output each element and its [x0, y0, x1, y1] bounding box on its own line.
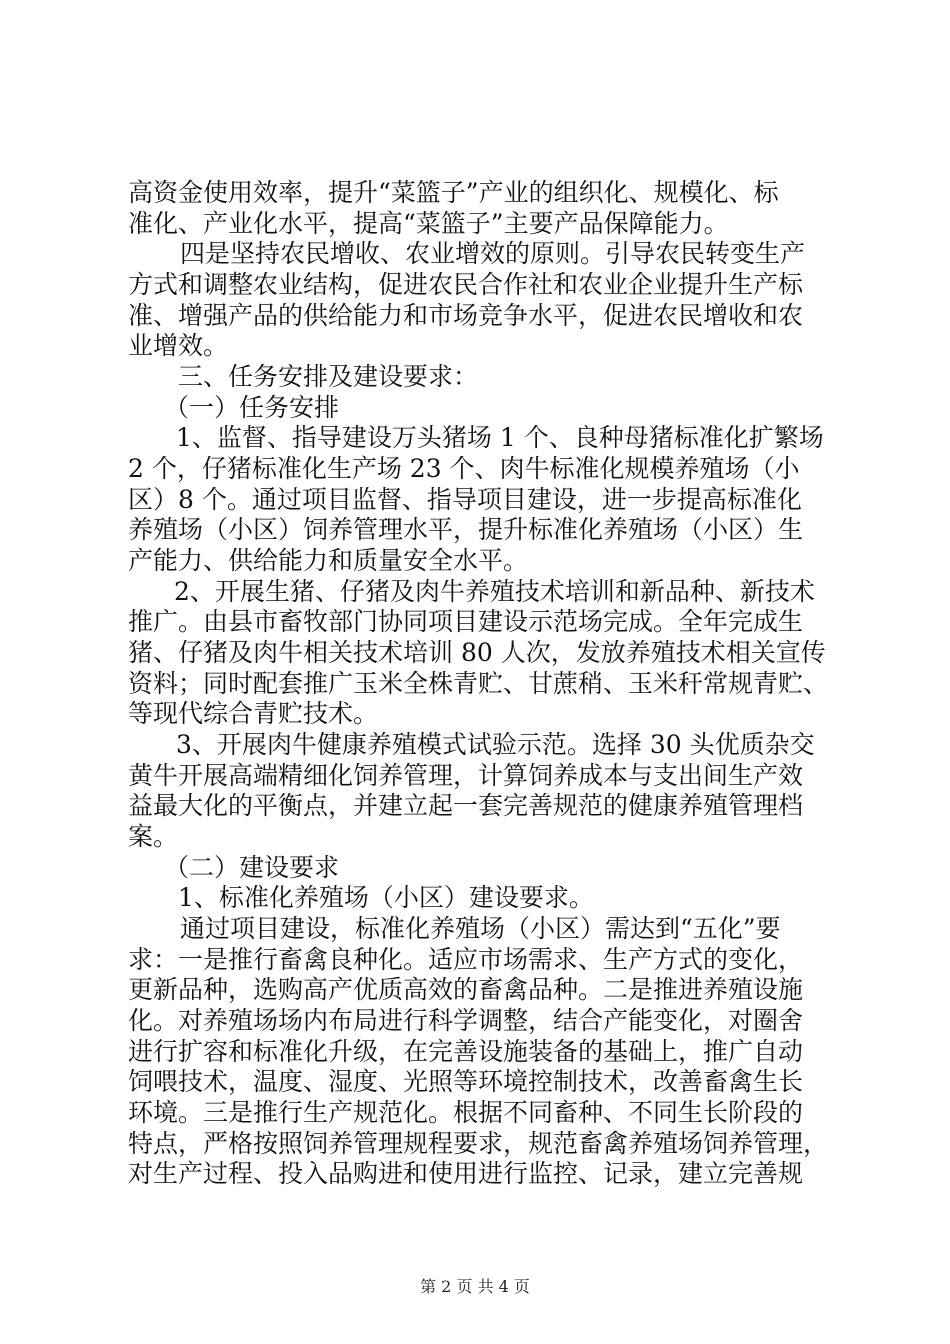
- body-line: 资料；同时配套推广玉米全株青贮、甘蔗稍、玉米秆常规青贮、: [128, 669, 829, 698]
- body-line: 进行扩容和标准化升级，在完善设施装备的基础上，推广自动: [128, 1037, 804, 1066]
- body-line: 特点，严格按照饲养管理规程要求，规范畜禽养殖场饲养管理，: [128, 1129, 829, 1158]
- body-line: 四是坚持农民增收、农业增效的原则。引导农民转变生产: [180, 239, 806, 268]
- section-heading: 三、任务安排及建设要求：: [178, 362, 479, 391]
- body-line: 化。对养殖场场内布局进行科学调整，结合产能变化，对圈舍: [128, 1006, 804, 1035]
- subsection-heading: （二）建设要求: [164, 853, 340, 882]
- body-line: 2、开展生猪、仔猪及肉牛养殖技术培训和新品种、新技术: [174, 577, 815, 606]
- body-line: 1、标准化养殖场（小区）建设要求。: [178, 883, 594, 912]
- body-line: 3、开展肉牛健康养殖模式试验示范。选择 30 头优质杂交: [176, 730, 815, 759]
- body-line: 求：一是推行畜禽良种化。适应市场需求、生产方式的变化，: [128, 945, 804, 974]
- body-line: 更新品种，选购高产优质高效的畜禽品种。二是推进养殖设施: [128, 975, 804, 1004]
- body-line: 产能力、供给能力和质量安全水平。: [128, 546, 529, 575]
- body-line: 案。: [128, 822, 179, 851]
- body-line: 2 个，仔猪标准化生产场 23 个、肉牛标准化规模养殖场（小: [128, 454, 800, 483]
- body-line: 环境。三是推行生产规范化。根据不同畜种、不同生长阶段的: [128, 1098, 804, 1127]
- body-line: 猪、仔猪及肉牛相关技术培训 80 人次，发放养殖技术相关宣传: [128, 638, 826, 667]
- body-line: 高资金使用效率，提升“菜篮子”产业的组织化、规模化、标: [128, 178, 779, 207]
- body-line: 准化、产业化水平，提高“菜篮子”主要产品保障能力。: [128, 209, 729, 238]
- body-line: 区）8 个。通过项目监督、指导项目建设，进一步提高标准化: [128, 485, 802, 514]
- body-line: 推广。由县市畜牧部门协同项目建设示范场完成。全年完成生: [128, 607, 804, 636]
- body-line: 方式和调整农业结构，促进农民合作社和农业企业提升生产标: [128, 270, 804, 299]
- body-line: 通过项目建设，标准化养殖场（小区）需达到“五化”要: [180, 914, 781, 943]
- subsection-heading: （一）任务安排: [164, 393, 340, 422]
- body-line: 对生产过程、投入品购进和使用进行监控、记录，建立完善规: [128, 1159, 804, 1188]
- body-line: 养殖场（小区）饲养管理水平，提升标准化养殖场（小区）生: [128, 515, 804, 544]
- body-line: 饲喂技术，温度、湿度、光照等环境控制技术，改善畜禽生长: [128, 1067, 804, 1096]
- body-line: 准、增强产品的供给能力和市场竞争水平，促进农民增收和农: [128, 301, 804, 330]
- body-line: 1、监督、指导建设万头猪场 1 个、良种母猪标准化扩繁场: [176, 423, 824, 452]
- body-line: 益最大化的平衡点，并建立起一套完善规范的健康养殖管理档: [128, 791, 804, 820]
- body-line: 等现代综合青贮技术。: [128, 699, 379, 728]
- body-line: 黄牛开展高端精细化饲养管理，计算饲养成本与支出间生产效: [128, 761, 804, 790]
- body-line: 业增效。: [128, 331, 229, 360]
- page-footer: 第 2 页 共 4 页: [420, 1277, 530, 1296]
